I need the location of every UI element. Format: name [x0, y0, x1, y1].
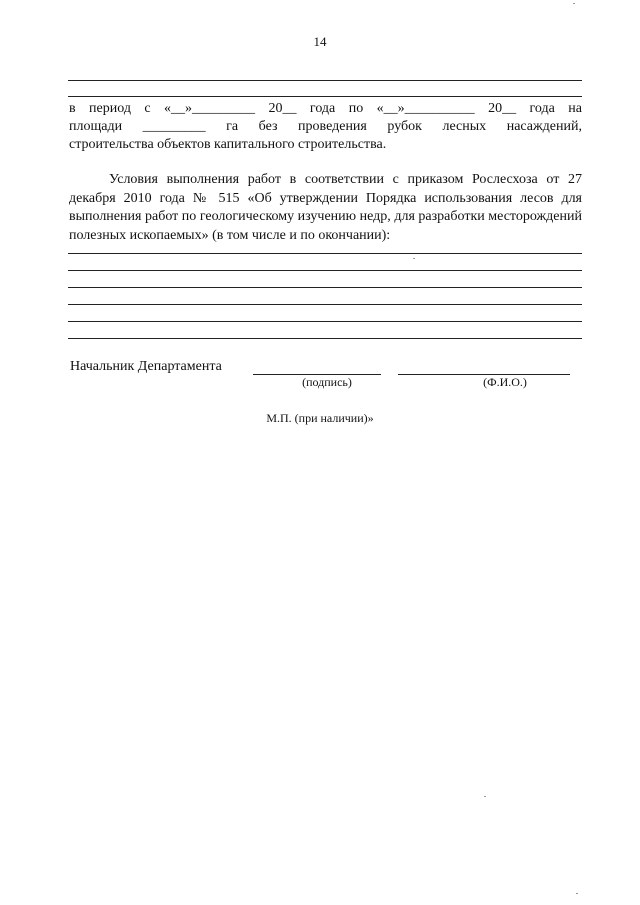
- scan-speck: [573, 3, 575, 4]
- scan-speck: [484, 796, 486, 797]
- conditions-paragraph: Условия выполнения работ в соответствии с приказом Рослесхоза от 27 декабря 2010 года № 515 «Об утверждении Порядка использования лесов для выполнения работ по геологическому изучению недр, для разработки месторождений полезных ископаемых» (в том числе и по окончании):: [69, 172, 582, 243]
- scan-speck: [576, 893, 578, 894]
- blank-line: [68, 270, 582, 271]
- blank-line: [68, 338, 582, 339]
- blank-line: [68, 287, 582, 288]
- stamp-note: М.П. (при наличии)»: [266, 411, 374, 425]
- position-label: Начальник Департамента: [70, 359, 222, 374]
- scan-speck: [413, 258, 415, 259]
- area-line: площади _________ га без проведения рубок лесных насаждений,: [69, 119, 582, 134]
- blank-line: [68, 80, 582, 81]
- page-number: 14: [313, 34, 327, 49]
- blank-line: [68, 321, 582, 322]
- blank-line: [68, 304, 582, 305]
- blank-line: [68, 96, 582, 97]
- period-line: в период с «__»_________ 20__ года по «__»__________ 20__ года на: [69, 101, 582, 116]
- name-caption: (Ф.И.О.): [483, 375, 527, 389]
- blank-line: [68, 253, 582, 254]
- construction-line: строительства объектов капитального строительства.: [69, 137, 387, 152]
- signature-caption: (подпись): [302, 375, 352, 389]
